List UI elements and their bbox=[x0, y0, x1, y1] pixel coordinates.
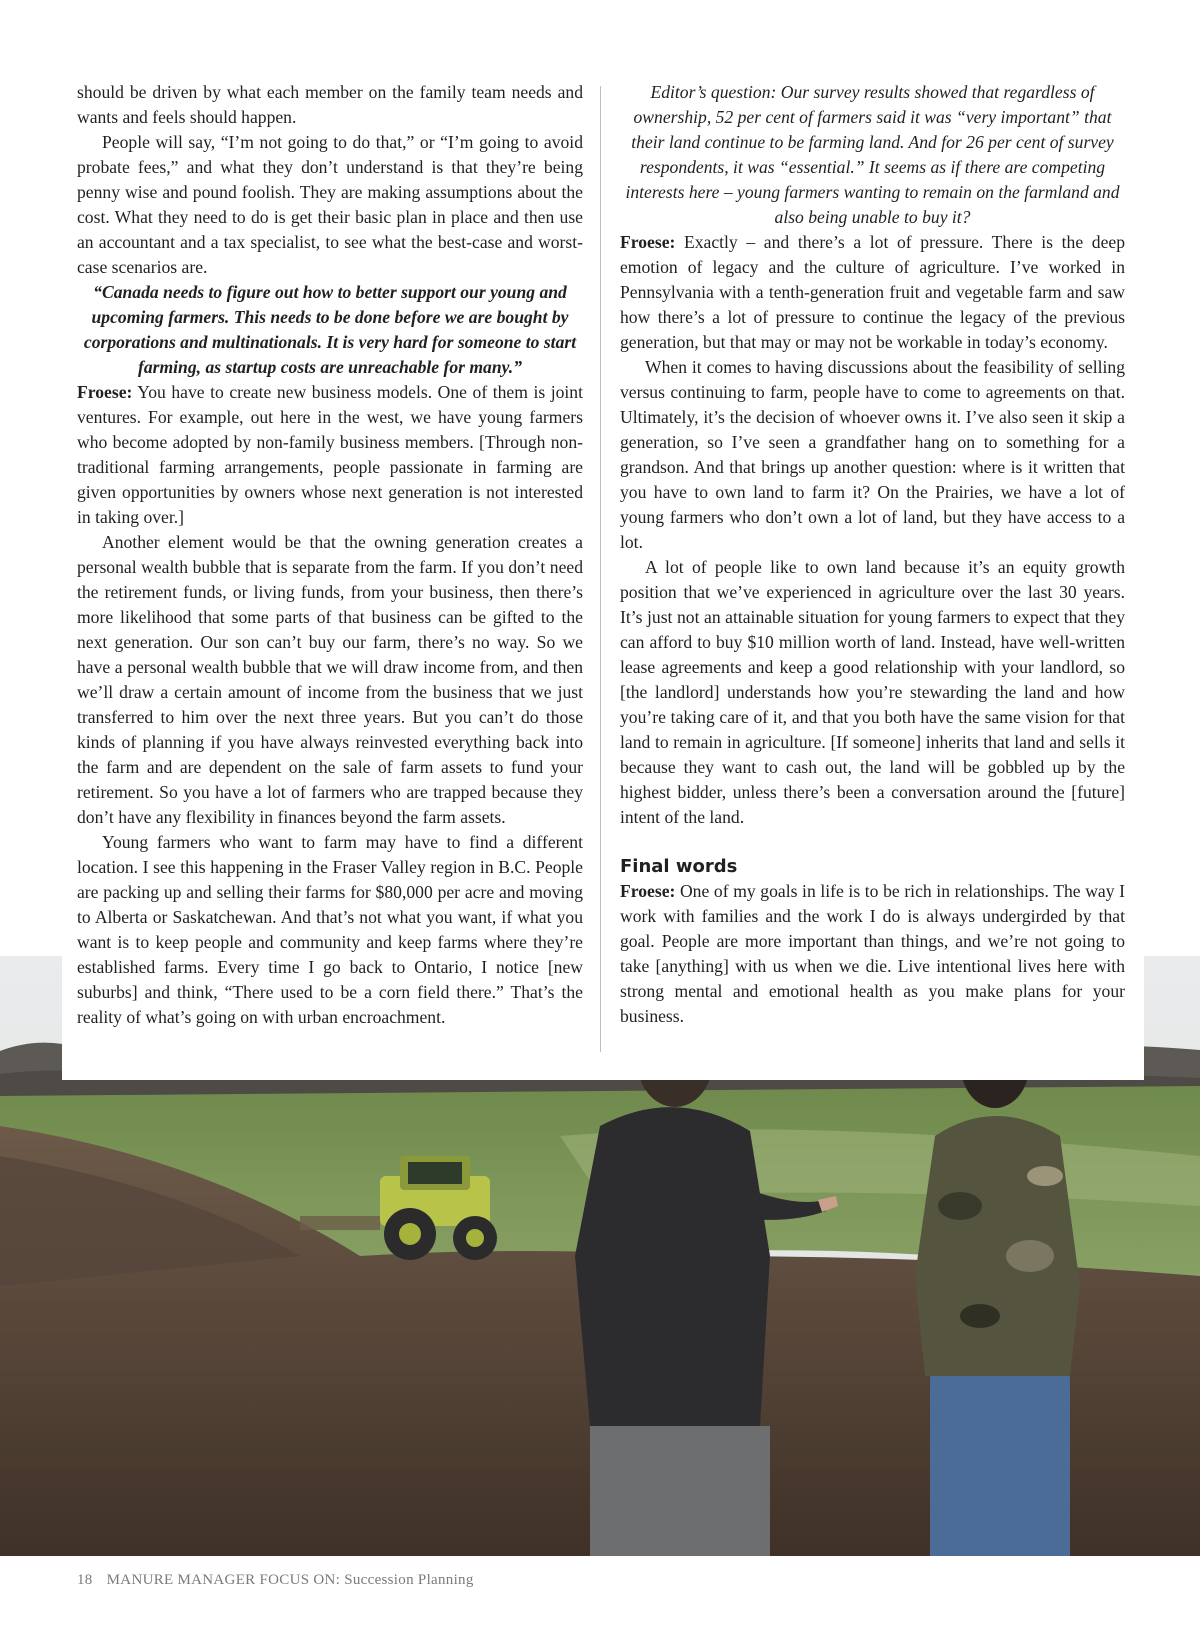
section-name: Succession Planning bbox=[344, 1572, 474, 1588]
speaker-label: Froese: bbox=[77, 382, 133, 402]
paragraph-text: You have to create new business models. One of them is joint ventures. For example, out here in the west, we have young farmers who become adopted by non-family business members. [Through non-traditional farming arrangements, people passionate in farming are given opportunities by owners whose next generation is not interested in taking over.] bbox=[77, 382, 583, 527]
speaker-label: Froese: bbox=[620, 881, 676, 901]
pull-quote: “Canada needs to figure out how to better support our young and upcoming farmers. This needs to be done before we are bought by corporations and multinationals. It is very hard for someone to start farming, as startup costs are unreachable for many.” bbox=[83, 282, 577, 377]
paragraph: should be driven by what each member on the family team needs and wants and feels should happen. bbox=[77, 82, 583, 127]
page-footer bbox=[77, 1572, 474, 1589]
speaker-label: Froese: bbox=[620, 232, 676, 252]
paragraph-text: Exactly – and there’s a lot of pressure. There is the deep emotion of legacy and the culture of agriculture. I’ve worked in Pennsylvania with a tenth-generation fruit and vegetable farm and saw how there’s a lot of pressure to continue the legacy of the previous generation, but that may or may not be workable in today’s economy. bbox=[620, 232, 1125, 352]
right-column bbox=[620, 80, 1125, 1029]
paragraph: People will say, “I’m not going to do that,” or “I’m going to avoid probate fees,” and what they don’t understand is that they’re being penny wise and pound foolish. They are making assumptions about the cost. What they need to do is get their basic plan in place and then use an accountant and a tax specialist, to see what the best-case and worst-case scenarios are. bbox=[77, 132, 583, 277]
paragraph-text: One of my goals in life is to be rich in relationships. The way I work with families and the work I do is always undergirded by that goal. People are more important than things, and we’re not going to take [anything] with us when we die. Live intentional lives here with strong mental and emotional health as you make plans for your business. bbox=[620, 881, 1125, 1026]
paragraph bbox=[77, 380, 583, 530]
column-divider bbox=[600, 86, 601, 1052]
paragraph: Another element would be that the owning generation creates a personal wealth bubble that is separate from the farm. If you don’t need the retirement funds, or living funds, from your business, then there’s more likelihood that some parts of that business can be gifted to the next generation. Our son can’t buy our farm, there’s no way. So we have a personal wealth bubble that we will draw income from, and then we’ll draw a certain amount of income from the business that we just transferred to him over the next three years. But you can’t do those kinds of planning if you have always reinvested everything back into the farm and are dependent on the sale of farm assets to fund your retirement. So you have a lot of farmers who are trapped because they don’t have any flexibility in finances beyond the farm assets. bbox=[77, 532, 583, 827]
paragraph bbox=[620, 879, 1125, 1029]
section-heading: Final words bbox=[620, 856, 738, 877]
paragraph: When it comes to having discussions about the feasibility of selling versus continuing to farm, people have to come to agreements on that. Ultimately, it’s the decision of whoever owns it. I’ve also seen it skip a generation, so I’ve seen a grandfather hang on to something for a grandson. And that brings up another question: where is it written that you have to own land to farm it? On the Prairies, we have a lot of young farmers who don’t own a lot of land, but they have access to a lot. bbox=[620, 357, 1125, 552]
page-number: 18 bbox=[77, 1572, 93, 1588]
left-column bbox=[77, 80, 583, 1030]
editor-question: Editor’s question: Our survey results showed that regardless of ownership, 52 per cent of farmers said it was “very important” that their land continue to be farming land. And for 26 per cent of survey respondents, it was “essential.” It seems as if there are competing interests here – young farmers wanting to remain on the farmland and also being unable to buy it? bbox=[625, 82, 1120, 227]
publication-name: MANURE MANAGER FOCUS ON: bbox=[106, 1572, 341, 1588]
paragraph: Young farmers who want to farm may have to find a different location. I see this happening in the Fraser Valley region in B.C. People are packing up and selling their farms for $80,000 per acre and moving to Alberta or Saskatchewan. And that’s not what you want, if what you want is to keep people and community and keep farms where they’re established farms. Every time I go back to Ontario, I notice [new suburbs] and think, “There used to be a corn field there.” That’s the reality of what’s going on with urban encroachment. bbox=[77, 832, 583, 1027]
paragraph bbox=[620, 230, 1125, 355]
paragraph: A lot of people like to own land because it’s an equity growth position that we’ve experienced in agriculture over the last 30 years. It’s just not an attainable situation for young farmers to expect that they can afford to buy $10 million worth of land. Instead, have well-written lease agreements and keep a good relationship with your landlord, so [the landlord] understands how you’re stewarding the land and how you’re taking care of it, and that you both have the same vision for that land to remain in agriculture. [If someone] inherits that land and sells it because they want to cash out, the land will be gobbled up by the highest bidder, unless there’s been a conversation around the [future] intent of the land. bbox=[620, 557, 1125, 827]
